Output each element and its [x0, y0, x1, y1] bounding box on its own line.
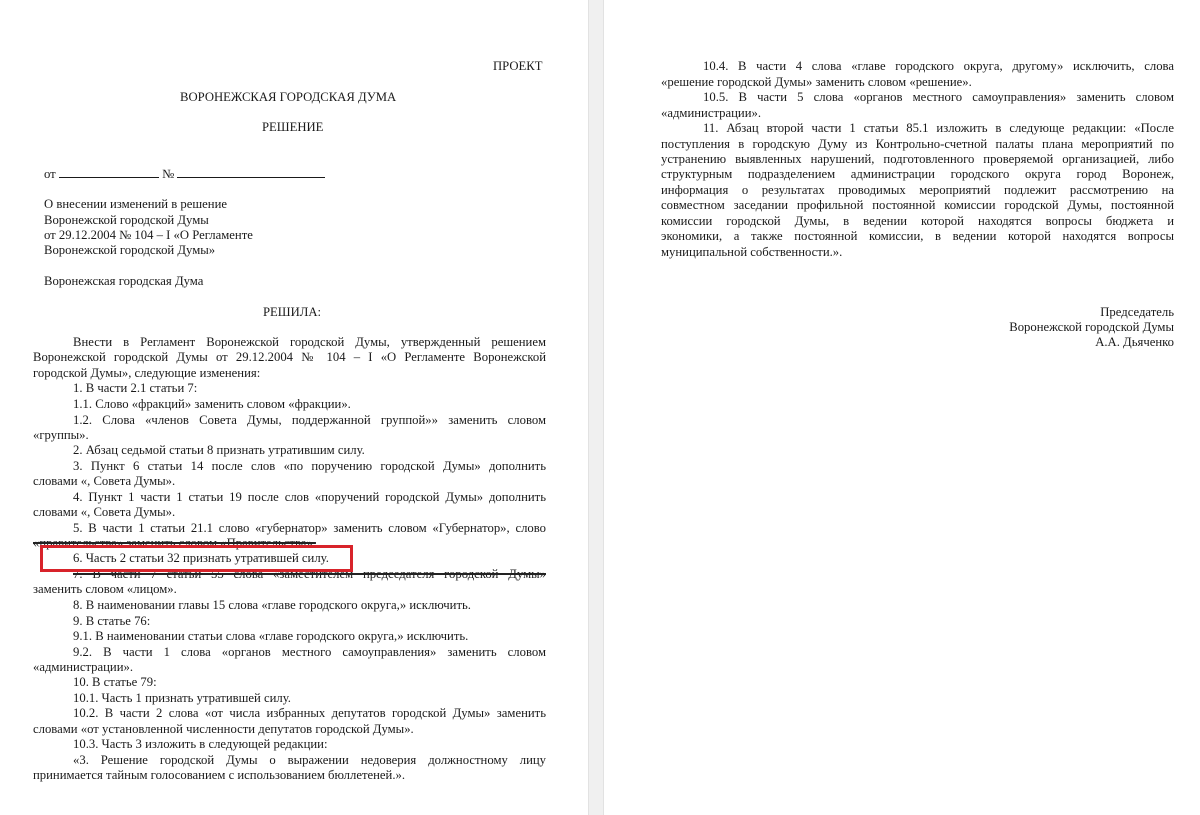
body-line: структурным подразделением администрации городского округа город Воронеж, [661, 167, 1174, 181]
body-line: комиссии городской Думы, в ведении которой находятся вопросы бюджета и [661, 214, 1174, 228]
body-line: 4. Пункт 1 части 1 статьи 19 после слов «поручений городской Думы» дополнить [73, 490, 546, 504]
body-line: заменить словом «лицом». [33, 582, 177, 596]
red-highlight-box [40, 545, 353, 572]
signature-title: Председатель [1100, 305, 1174, 319]
subject-line: Воронежской городской Думы» [44, 243, 216, 257]
body-line: словами «, Совета Думы». [33, 474, 176, 488]
body-line: 11. Абзац второй части 1 статьи 85.1 изложить в следующе редакции: «После [703, 121, 1174, 135]
document-type-title: РЕШЕНИЕ [262, 120, 324, 134]
body-line: 10.1. Часть 1 признать утратившей силу. [73, 691, 291, 705]
body-line: 9. В статье 76: [73, 614, 151, 628]
signature-name: А.А. Дьяченко [1095, 335, 1174, 349]
signature-organization: Воронежской городской Думы [1009, 320, 1174, 334]
body-line: 1.2. Слова «членов Совета Думы, поддержанной группой»» заменить словом [73, 413, 546, 427]
body-line: «3. Решение городской Думы о выражении недоверия должностному лицу [73, 753, 546, 767]
project-label: ПРОЕКТ [493, 59, 543, 73]
body-line: 1. В части 2.1 статьи 7: [73, 381, 198, 395]
body-line: 10.3. Часть 3 изложить в следующей редакции: [73, 737, 328, 751]
date-blank [59, 167, 159, 178]
document-page-1 [0, 0, 588, 815]
subject-line: Воронежской городской Думы [44, 213, 209, 227]
body-line: 2. Абзац седьмой статьи 8 признать утратившим силу. [73, 443, 365, 457]
document-page-2 [602, 0, 1200, 815]
issuer-line: Воронежская городская Дума [44, 274, 204, 288]
subject-line: О внесении изменений в решение [44, 197, 228, 211]
body-line: 10.5. В части 5 слова «органов местного самоуправления» заменить словом [703, 90, 1174, 104]
body-line: экономики, а также постоянной комиссии, в ведении которой находятся вопросы [661, 229, 1174, 243]
body-line: устранению выявленных нарушений, подготовленного проверяемой организацией, либо [661, 152, 1174, 166]
body-line: 10.4. В части 4 слова «главе городского округа, другому» исключить, слова [703, 59, 1174, 73]
body-line: 10.2. В части 2 слова «от числа избранных депутатов городской Думы» заменить [73, 706, 546, 720]
body-line: 9.1. В наименовании статьи слова «главе городского округа,» исключить. [73, 629, 469, 643]
decided-heading: РЕШИЛА: [263, 305, 322, 319]
body-line: городской Думы», следующие изменения: [33, 366, 261, 380]
body-line: 8. В наименовании главы 15 слова «главе городского округа,» исключить. [73, 598, 471, 612]
body-line: 5. В части 1 статьи 21.1 слово «губернатор» заменить словом «Губернатор», слово [73, 521, 546, 535]
number-blank [177, 167, 325, 178]
body-line: Воронежской городской Думы от 29.12.2004 № 104 – I «О Регламенте Воронежской [33, 350, 546, 364]
body-line: словами «от установленной численности депутатов городской Думы». [33, 722, 414, 736]
body-line: совместном заседании профильной постоянной комиссии городской Думы, постоянной [661, 198, 1174, 212]
struck-body-line: «правительства» заменить словом «Правительства». [33, 536, 316, 550]
date-prefix: от [44, 167, 56, 181]
organization-title: ВОРОНЕЖСКАЯ ГОРОДСКАЯ ДУМА [180, 90, 397, 104]
body-line: 10. В статье 79: [73, 675, 157, 689]
struck-body-line: 7. В части 7 статьи 55 слова «заместителем председателя городской Думы» [73, 567, 546, 581]
body-line: 1.1. Слово «фракций» заменить словом «фракции». [73, 397, 351, 411]
body-line: поступления в городскую Думу из Контрольно-счетной палаты плана мероприятий по [661, 137, 1174, 151]
body-line: 3. Пункт 6 статьи 14 после слов «по поручению городской Думы» дополнить [73, 459, 546, 473]
body-line: «решение городской Думы» заменить словом «решение». [661, 75, 972, 89]
body-line: «администрации». [661, 106, 762, 120]
body-line: Внести в Регламент Воронежской городской Думы, утвержденный решением [73, 335, 546, 349]
body-line: «группы». [33, 428, 89, 442]
body-line: словами «, Совета Думы». [33, 505, 176, 519]
body-line: муниципальной собственности.». [661, 245, 843, 259]
number-prefix: № [162, 167, 175, 181]
highlighted-body-line: 6. Часть 2 статьи 32 признать утратившей силу. [73, 551, 329, 565]
body-line: информация о результатах проводимых мероприятий подлежит рассмотрению на [661, 183, 1174, 197]
body-line: 9.2. В части 1 слова «органов местного самоуправления» заменить словом [73, 645, 546, 659]
subject-line: от 29.12.2004 № 104 – I «О Регламенте [44, 228, 253, 242]
body-line: принимается тайным голосованием с использованием бюллетеней.». [33, 768, 406, 782]
date-number-line [44, 167, 325, 182]
body-line: «администрации». [33, 660, 134, 674]
